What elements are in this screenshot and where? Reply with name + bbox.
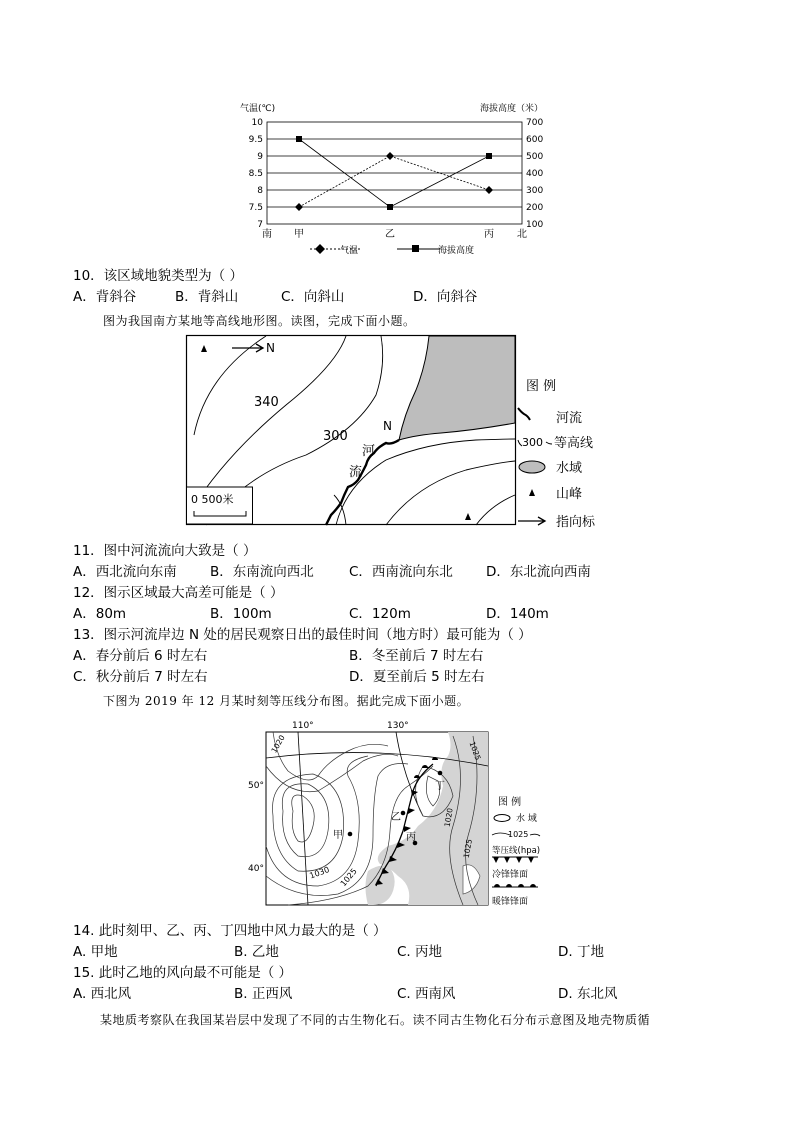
left-tick-label: 7 [257, 220, 263, 230]
right-tick-label: 100 [526, 220, 544, 230]
legend2-warm-label: 暖锋锋面 [492, 897, 529, 907]
intro-fossil: 某地质考察队在我国某岩层中发现了不同的古生物化石。读不同古生物化石分布示意图及地壳物质循 [100, 1013, 651, 1027]
isobar-1025-label: 1025 [338, 866, 359, 889]
q14-option-b[interactable]: B. 乙地 [234, 944, 279, 960]
x-tick-label: 甲 [294, 229, 304, 240]
q13-option-c[interactable]: C．秋分前后 7 时左右 [73, 669, 208, 685]
point-n-label: N [383, 419, 392, 433]
isobar-1020-label: 1020 [442, 807, 455, 828]
left-tick-label: 9 [257, 152, 263, 162]
isobar-1030-label: 1030 [308, 865, 331, 881]
right-tick-label: 400 [526, 169, 544, 179]
scale-label: 0 500米 [191, 493, 234, 506]
label-bing: 丙 [406, 832, 416, 843]
intro-isobar-map: 下图为 2019 年 12 月某时刻等压线分布图。据此完成下面小题。 [103, 694, 470, 708]
temperature-point [386, 152, 394, 160]
right-axis-title: 海拔高度（米） [480, 104, 544, 114]
latitude-40: 40° [248, 864, 264, 874]
q10-option-c[interactable]: C．向斜山 [281, 289, 345, 305]
q14-option-c[interactable]: C. 丙地 [397, 944, 443, 960]
longitude-130: 130° [387, 721, 409, 731]
left-tick-label: 10 [251, 118, 263, 128]
legend-contour-number: 300 [522, 436, 543, 449]
isobar-1020-label: 1020 [269, 733, 287, 755]
latitude-50: 50° [248, 781, 264, 791]
q15-option-d[interactable]: D. 东北风 [558, 986, 618, 1002]
q12-option-d[interactable]: D．140m [486, 606, 549, 622]
legend2-title: 图 例 [498, 797, 522, 808]
legend-altitude-label: 海拔高度 [438, 246, 475, 256]
left-axis-title: 气温(℃) [240, 104, 276, 114]
q11-option-d[interactable]: D．东北流向西南 [486, 564, 591, 580]
legend-contour-label: 等高线 [554, 436, 594, 451]
legend2-cold-label: 冷锋锋面 [492, 870, 529, 880]
isobar-1025-label: 1025 [461, 838, 474, 859]
river-label-2: 流 [349, 465, 363, 480]
q10-stem: 10．该区域地貌类型为（ ） [73, 268, 243, 284]
q15-option-a[interactable]: A. 西北风 [73, 986, 132, 1002]
water-legend-icon [494, 815, 510, 822]
left-tick-label: 7.5 [248, 203, 263, 213]
longitude-110: 110° [292, 721, 314, 731]
temperature-altitude-chart [240, 98, 544, 260]
legend-arrow-label: 指向标 [556, 515, 596, 530]
x-tick-label: 丙 [484, 229, 494, 240]
q12-option-a[interactable]: A．80m [73, 606, 127, 622]
temperature-line [299, 156, 489, 207]
altitude-point [387, 204, 393, 210]
altitude-point [486, 153, 492, 159]
q11-option-a[interactable]: A．西北流向东南 [73, 564, 177, 580]
x-tick-label: 乙 [385, 229, 395, 240]
q12-stem: 12．图示区域最大高差可能是（ ） [73, 585, 284, 601]
right-tick-label: 600 [526, 135, 544, 145]
label-yi: 乙 [391, 812, 401, 823]
q13-option-b[interactable]: B．冬至前后 7 时左右 [349, 648, 484, 664]
legend2-isobar-number: 1025 [508, 830, 529, 839]
point-ding [438, 771, 443, 776]
river-legend-icon [518, 408, 530, 420]
q15-stem: 15. 此时乙地的风向最不可能是（ ） [73, 965, 293, 981]
q10-option-a[interactable]: A．背斜谷 [73, 289, 137, 305]
label-jia: 甲 [333, 830, 343, 841]
right-tick-label: 300 [526, 186, 544, 196]
label-ding: 丁 [435, 781, 445, 792]
legend-water-label: 水域 [556, 461, 583, 476]
isobar-map-legend [490, 793, 570, 909]
temperature-point [485, 186, 493, 194]
right-tick-label: 200 [526, 203, 544, 213]
left-tick-label: 8 [257, 186, 263, 196]
legend-title: 图 例 [526, 379, 557, 394]
q11-option-c[interactable]: C．西南流向东北 [349, 564, 453, 580]
q12-option-b[interactable]: B．100m [210, 606, 272, 622]
contour-map-legend [516, 372, 626, 532]
altitude-point [296, 136, 302, 142]
q13-option-a[interactable]: A．春分前后 6 时左右 [73, 648, 208, 664]
point-yi [401, 811, 406, 816]
q10-option-b[interactable]: B．背斜山 [175, 289, 239, 305]
water-legend-icon [519, 461, 545, 473]
north-label: N [266, 341, 275, 355]
x-tick-label: 北 [517, 229, 527, 240]
q11-option-b[interactable]: B．东南流向西北 [210, 564, 314, 580]
q12-option-c[interactable]: C．120m [349, 606, 411, 622]
q14-stem: 14. 此时刻甲、乙、丙、丁四地中风力最大的是（ ） [73, 923, 387, 939]
temperature-point [295, 203, 303, 211]
legend-peak-label: 山峰 [556, 487, 583, 502]
contour-map [186, 335, 516, 525]
q14-option-d[interactable]: D. 丁地 [558, 944, 604, 960]
intro-contour-map: 图为我国南方某地等高线地形图。读图，完成下面小题。 [103, 314, 416, 328]
left-tick-label: 8.5 [248, 169, 263, 179]
legend-river-label: 河流 [556, 411, 583, 426]
legend2-isobar-label: 等压线(hpa) [492, 846, 541, 856]
point-jia [348, 832, 353, 837]
legend-diamond-marker [315, 244, 325, 254]
label-340: 340 [254, 395, 279, 410]
x-tick-label: 南 [262, 229, 272, 240]
isobar-1025-label: 1025 [467, 740, 483, 762]
q15-option-b[interactable]: B. 正西风 [234, 986, 293, 1002]
river-label-1: 河 [362, 444, 376, 459]
q13-stem: 13．图示河流岸边 N 处的居民观察日出的最佳时间（地方时）最可能为（ ） [73, 627, 532, 643]
legend2-water-label: 水 域 [516, 814, 537, 824]
q15-option-c[interactable]: C. 西南风 [397, 986, 456, 1002]
right-tick-label: 700 [526, 118, 544, 128]
cold-front-legend-icon [493, 857, 534, 863]
left-tick-label: 9.5 [248, 135, 263, 145]
legend-square-marker [412, 245, 419, 252]
q14-option-a[interactable]: A. 甲地 [73, 944, 118, 960]
legend-temperature-label: 气温 [340, 246, 359, 256]
peak-legend-icon [529, 489, 535, 496]
q10-option-d[interactable]: D．向斜谷 [413, 289, 478, 305]
q11-stem: 11．图中河流流向大致是（ ） [73, 543, 257, 559]
right-tick-label: 500 [526, 152, 544, 162]
arrow-legend-icon [518, 517, 545, 525]
label-300: 300 [323, 429, 348, 444]
q13-option-d[interactable]: D．夏至前后 5 时左右 [349, 669, 485, 685]
